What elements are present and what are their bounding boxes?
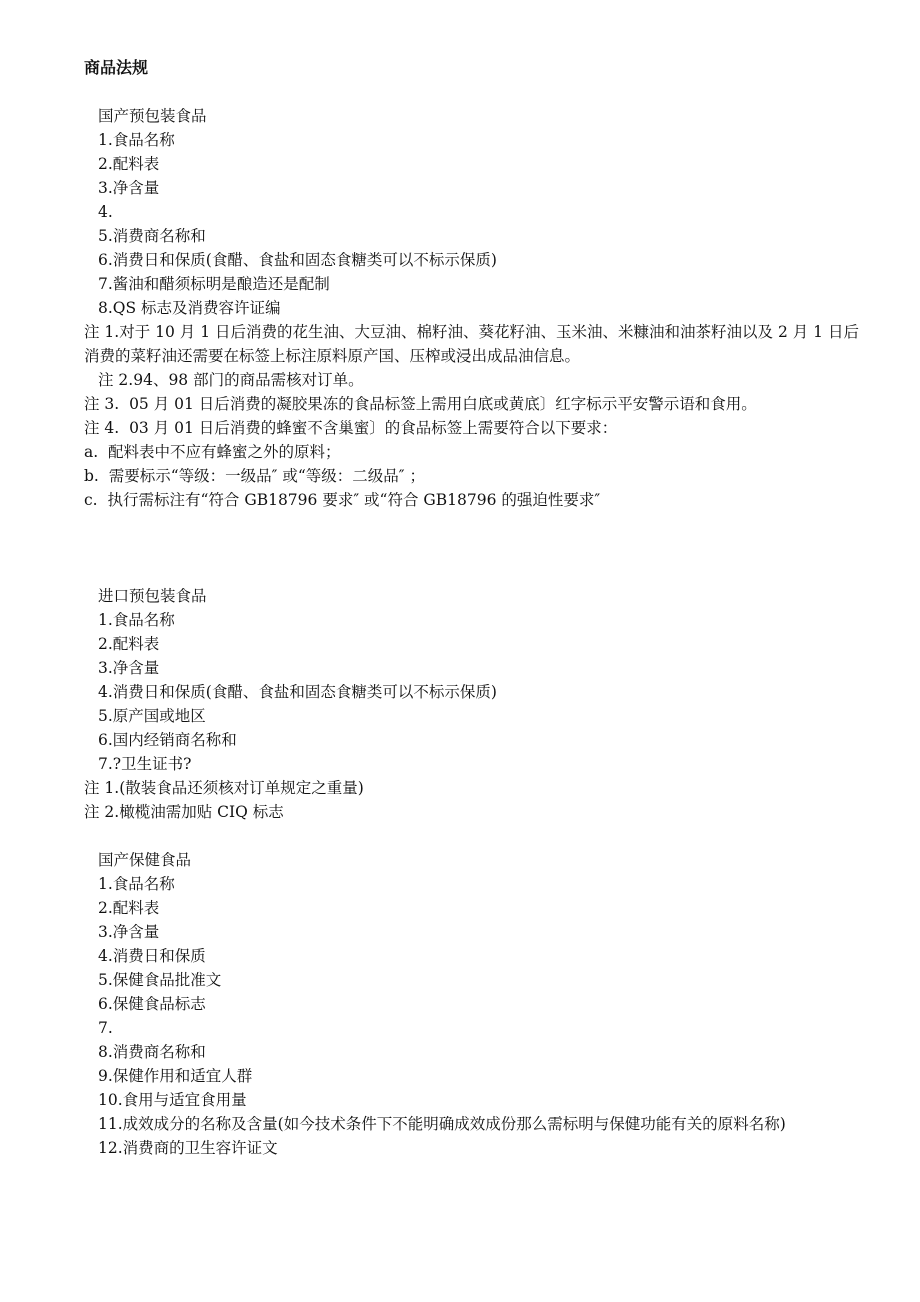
list-item: 4. bbox=[98, 203, 113, 221]
note: 注 1.(散装食品还须核对订单规定之重量) bbox=[84, 779, 364, 797]
list-item: 8.QS 标志及消费容许证编 bbox=[98, 299, 281, 317]
list-item: 12.消费商的卫生容许证文 bbox=[98, 1139, 278, 1157]
spacer bbox=[84, 824, 874, 848]
list-item: 1.食品名称 bbox=[98, 875, 175, 893]
section-imported-prepackaged bbox=[84, 584, 874, 824]
list-item: 4.消费日和保质(食醋、食盐和固态食糖类可以不标示保质) bbox=[98, 683, 497, 701]
document-title: 商品法规 bbox=[84, 58, 149, 77]
section-heading: 国产预包装食品 bbox=[98, 107, 207, 125]
section-heading: 进口预包装食品 bbox=[98, 587, 207, 605]
list-item: 9.保健作用和适宜人群 bbox=[98, 1067, 253, 1085]
list-item: 1.食品名称 bbox=[98, 611, 175, 629]
note: 注 1.对于 10 月 1 日后消费的花生油、大豆油、棉籽油、葵花籽油、玉米油、米糠油和油茶籽油以及 2 月 1 日后消费的菜籽油还需要在标签上标注原料原产国、压榨或浸出成品油信息。 bbox=[84, 323, 859, 365]
list-item: 6.保健食品标志 bbox=[98, 995, 206, 1013]
list-item: 2.配料表 bbox=[98, 899, 160, 917]
list-item: 4.消费日和保质 bbox=[98, 947, 206, 965]
section-heading: 国产保健食品 bbox=[98, 851, 192, 869]
note: 注 2.94、98 部门的商品需核对订单。 bbox=[98, 371, 364, 389]
list-item: 8.消费商名称和 bbox=[98, 1043, 206, 1061]
section-domestic-health-food bbox=[84, 848, 874, 1160]
list-item: 3.净含量 bbox=[98, 659, 160, 677]
list-item: 3.净含量 bbox=[98, 179, 160, 197]
list-item: 7. bbox=[98, 1019, 113, 1037]
spacer bbox=[84, 512, 874, 536]
spacer bbox=[84, 560, 874, 584]
note-subitem: a. 配料表中不应有蜂蜜之外的原料； bbox=[84, 443, 341, 461]
section-domestic-prepackaged bbox=[84, 104, 874, 512]
spacer bbox=[84, 536, 874, 560]
list-item: 10.食用与适宜食用量 bbox=[98, 1091, 247, 1109]
list-item: 5.原产国或地区 bbox=[98, 707, 206, 725]
document-page bbox=[84, 56, 874, 1160]
list-item: 1.食品名称 bbox=[98, 131, 175, 149]
list-item: 7.酱油和醋须标明是酿造还是配制 bbox=[98, 275, 330, 293]
note: 注 2.橄榄油需加贴 CIQ 标志 bbox=[84, 803, 284, 821]
list-item: 11.成效成分的名称及含量(如今技术条件下不能明确成效成份那么需标明与保健功能有关的原料名称) bbox=[98, 1115, 786, 1133]
list-item: 2.配料表 bbox=[98, 155, 160, 173]
list-item: 3.净含量 bbox=[98, 923, 160, 941]
list-item: 7.?卫生证书? bbox=[98, 755, 192, 773]
list-item: 6.消费日和保质(食醋、食盐和固态食糖类可以不标示保质) bbox=[98, 251, 497, 269]
list-item: 2.配料表 bbox=[98, 635, 160, 653]
list-item: 5.消费商名称和 bbox=[98, 227, 206, 245]
note-subitem: b. 需要标示“等级：一级品″ 或“等级：二级品″ ； bbox=[84, 467, 425, 485]
list-item: 6.国内经销商名称和 bbox=[98, 731, 237, 749]
note-subitem: c. 执行需标注有“符合 GB18796 要求″ 或“符合 GB18796 的强迫性要求″ bbox=[84, 491, 601, 509]
list-item: 5.保健食品批准文 bbox=[98, 971, 222, 989]
note: 注 3. 05 月 01 日后消费的凝胶果冻的食品标签上需用白底或黄底〕红字标示平安警示语和食用。 bbox=[84, 395, 757, 413]
note: 注 4. 03 月 01 日后消费的蜂蜜不含巢蜜〕的食品标签上需要符合以下要求： bbox=[84, 419, 618, 437]
